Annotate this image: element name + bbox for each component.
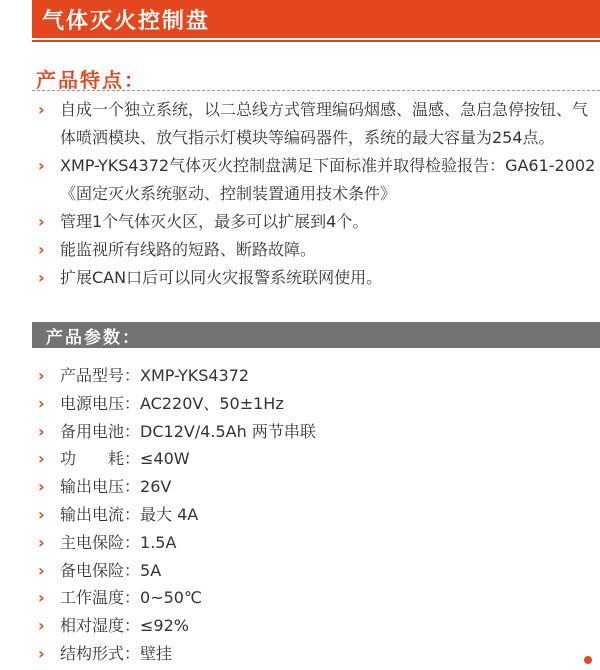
title-bar bbox=[32, 0, 600, 38]
list-item bbox=[36, 208, 596, 236]
list-item bbox=[36, 473, 596, 501]
features-heading: 产品特点： bbox=[36, 68, 146, 92]
param-label: 功 耗： bbox=[60, 449, 141, 469]
param-label: 备用电池： bbox=[60, 421, 141, 441]
param-label: 主电保险： bbox=[60, 532, 141, 552]
param-value: 壁挂 bbox=[140, 643, 173, 663]
corner-dot bbox=[584, 656, 592, 664]
chevron-right-icon: › bbox=[38, 504, 45, 524]
list-item bbox=[36, 390, 596, 418]
param-label: 输出电流： bbox=[60, 504, 141, 524]
list-item bbox=[36, 557, 596, 585]
chevron-right-icon: › bbox=[38, 100, 45, 119]
chevron-right-icon: › bbox=[38, 240, 45, 259]
chevron-right-icon: › bbox=[38, 421, 45, 441]
list-item bbox=[36, 418, 596, 446]
param-value: AC220V、50±1Hz bbox=[140, 393, 284, 413]
list-item bbox=[36, 362, 596, 390]
title-divider bbox=[32, 40, 600, 42]
param-label: 相对湿度： bbox=[60, 616, 141, 636]
features-list bbox=[36, 96, 596, 292]
list-item bbox=[36, 612, 596, 640]
chevron-right-icon: › bbox=[38, 449, 45, 469]
list-item bbox=[36, 501, 596, 529]
chevron-right-icon: › bbox=[38, 393, 45, 413]
feature-text: 能监视所有线路的短路、断路故障。 bbox=[60, 240, 317, 259]
chevron-right-icon: › bbox=[38, 366, 45, 385]
param-label: 输出电压： bbox=[60, 477, 141, 497]
chevron-right-icon: › bbox=[38, 588, 45, 608]
chevron-right-icon: › bbox=[38, 477, 45, 497]
list-item bbox=[36, 445, 596, 473]
chevron-right-icon: › bbox=[38, 156, 45, 175]
list-item bbox=[36, 640, 596, 668]
param-value: DC12V/4.5Ah 两节串联 bbox=[140, 421, 316, 441]
params-heading-bar bbox=[32, 322, 600, 348]
feature-text: 扩展CAN口后可以同火灾报警系统联网使用。 bbox=[60, 268, 383, 287]
chevron-right-icon: › bbox=[38, 532, 45, 552]
param-value: ≤40W bbox=[140, 449, 190, 469]
chevron-right-icon: › bbox=[38, 212, 45, 231]
param-value: 0~50℃ bbox=[140, 588, 202, 608]
param-label: 备电保险： bbox=[60, 560, 141, 580]
feature-text: 自成一个独立系统，以二总线方式管理编码烟感、温感、急启急停按钮、气体喷洒模块、放气指示灯模块等编码器件，系统的最大容量为254点。 bbox=[60, 100, 589, 147]
chevron-right-icon: › bbox=[38, 616, 45, 636]
param-value: 1.5A bbox=[140, 532, 177, 552]
chevron-right-icon: › bbox=[38, 560, 45, 580]
list-item bbox=[36, 236, 596, 264]
param-label: 产品型号： bbox=[60, 366, 141, 385]
param-value: 26V bbox=[140, 477, 172, 497]
features-divider bbox=[32, 90, 600, 91]
list-item bbox=[36, 152, 596, 208]
chevron-right-icon: › bbox=[38, 268, 45, 287]
chevron-right-icon: › bbox=[38, 643, 45, 663]
param-label: 结构形式： bbox=[60, 643, 141, 663]
params-heading: 产品参数： bbox=[46, 327, 141, 348]
param-value: 最大 4A bbox=[140, 504, 199, 524]
list-item bbox=[36, 529, 596, 557]
param-label: 电源电压： bbox=[60, 393, 141, 413]
param-value: ≤92% bbox=[140, 616, 189, 636]
feature-text: XMP-YKS4372气体灭火控制盘满足下面标准并取得检验报告：GA61-2002《固定灭火系统驱动、控制装置通用技术条件》 bbox=[60, 156, 596, 203]
feature-text: 管理1个气体灭火区，最多可以扩展到4个。 bbox=[60, 212, 369, 231]
params-list bbox=[36, 362, 596, 668]
list-item bbox=[36, 584, 596, 612]
param-label: 工作温度： bbox=[60, 588, 141, 608]
page-title: 气体灭火控制盘 bbox=[42, 8, 211, 34]
param-value: 5A bbox=[140, 560, 162, 580]
param-value: XMP-YKS4372 bbox=[140, 366, 250, 385]
list-item bbox=[36, 264, 596, 292]
list-item bbox=[36, 96, 596, 152]
